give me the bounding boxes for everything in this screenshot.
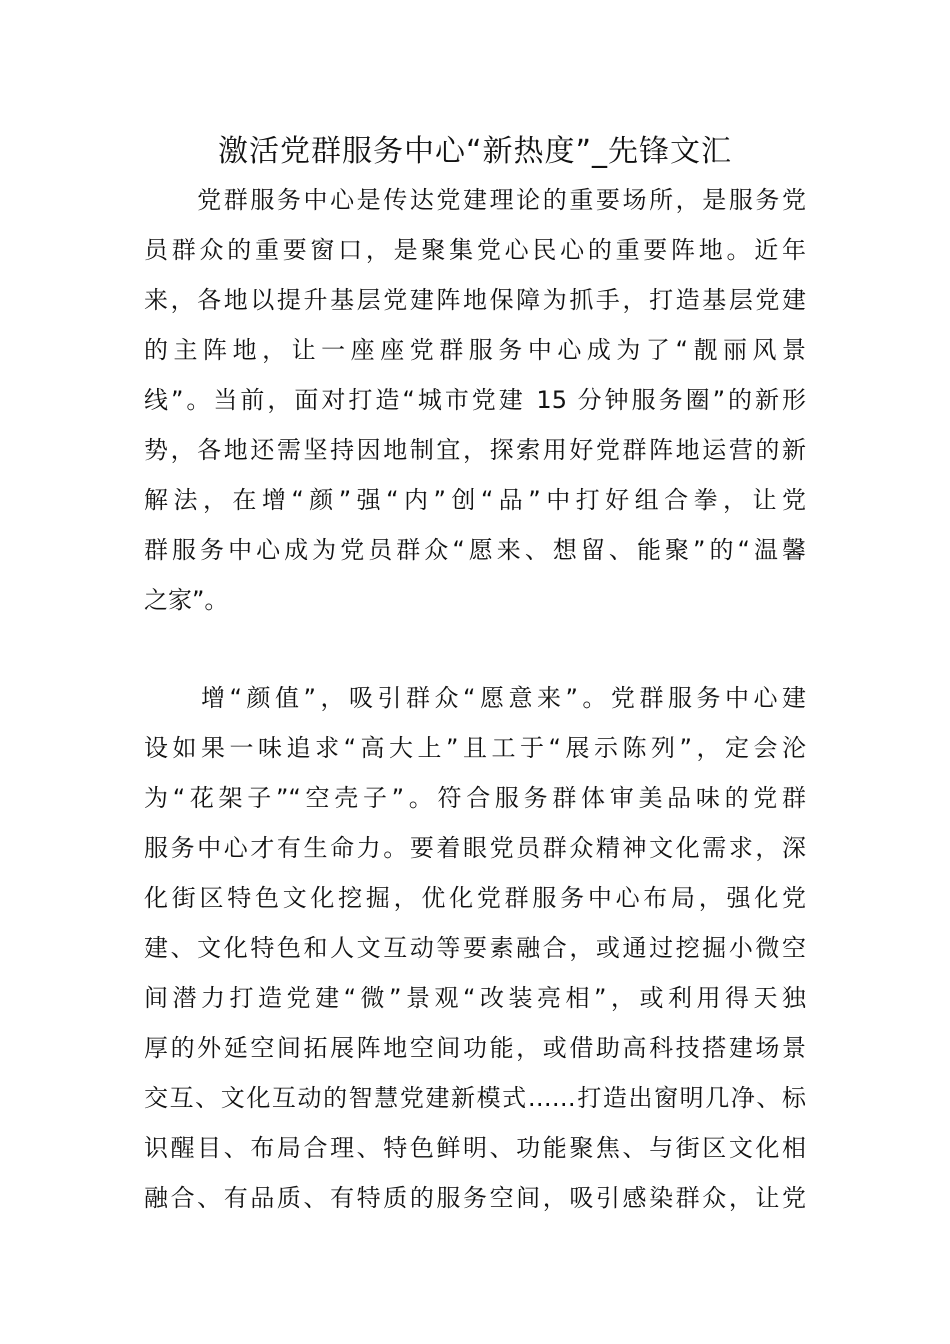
text-line: 党群服务中心是传达党建理论的重要场所，是服务党 <box>144 186 806 214</box>
text-line: 识醒目、布局合理、特色鲜明、功能聚焦、与街区文化相 <box>144 1134 806 1162</box>
text-line: 为“花架子”“空壳子”。符合服务群体审美品味的党群 <box>144 784 806 812</box>
text-line: 建、文化特色和人文互动等要素融合，或通过挖掘小微空 <box>144 934 806 962</box>
text-line: 解法，在增“颜”强“内”创“品”中打好组合拳，让党 <box>144 486 806 514</box>
text-line: 增“颜值”，吸引群众“愿意来”。党群服务中心建 <box>144 684 806 712</box>
text-line: 势，各地还需坚持因地制宜，探索用好党群阵地运营的新 <box>144 436 806 464</box>
text-line: 群服务中心成为党员群众“愿来、想留、能聚”的“温馨 <box>144 536 806 564</box>
text-line: 交互、文化互动的智慧党建新模式……打造出窗明几净、标 <box>144 1084 806 1112</box>
document-title: 激活党群服务中心“新热度”_先锋文汇 <box>217 134 733 169</box>
text-line: 线”。当前，面对打造“城市党建 15 分钟服务圈”的新形 <box>144 386 806 414</box>
paragraph-intro <box>144 175 806 625</box>
text-line: 融合、有品质、有特质的服务空间，吸引感染群众，让党 <box>144 1184 806 1212</box>
text-line: 的主阵地，让一座座党群服务中心成为了“靓丽风景 <box>144 336 806 364</box>
paragraph-appearance <box>144 673 806 1223</box>
text-line: 员群众的重要窗口，是聚集党心民心的重要阵地。近年 <box>144 236 806 264</box>
text-line: 服务中心才有生命力。要着眼党员群众精神文化需求，深 <box>144 834 806 862</box>
text-line: 化街区特色文化挖掘，优化党群服务中心布局，强化党 <box>144 884 806 912</box>
text-line: 间潜力打造党建“微”景观“改装亮相”，或利用得天独 <box>144 984 806 1012</box>
text-line: 设如果一味追求“高大上”且工于“展示陈列”，定会沦 <box>144 734 806 762</box>
text-line: 厚的外延空间拓展阵地空间功能，或借助高科技搭建场景 <box>144 1034 806 1062</box>
text-line: 之家”。 <box>144 586 229 614</box>
text-line: 来，各地以提升基层党建阵地保障为抓手，打造基层党建 <box>144 286 806 314</box>
